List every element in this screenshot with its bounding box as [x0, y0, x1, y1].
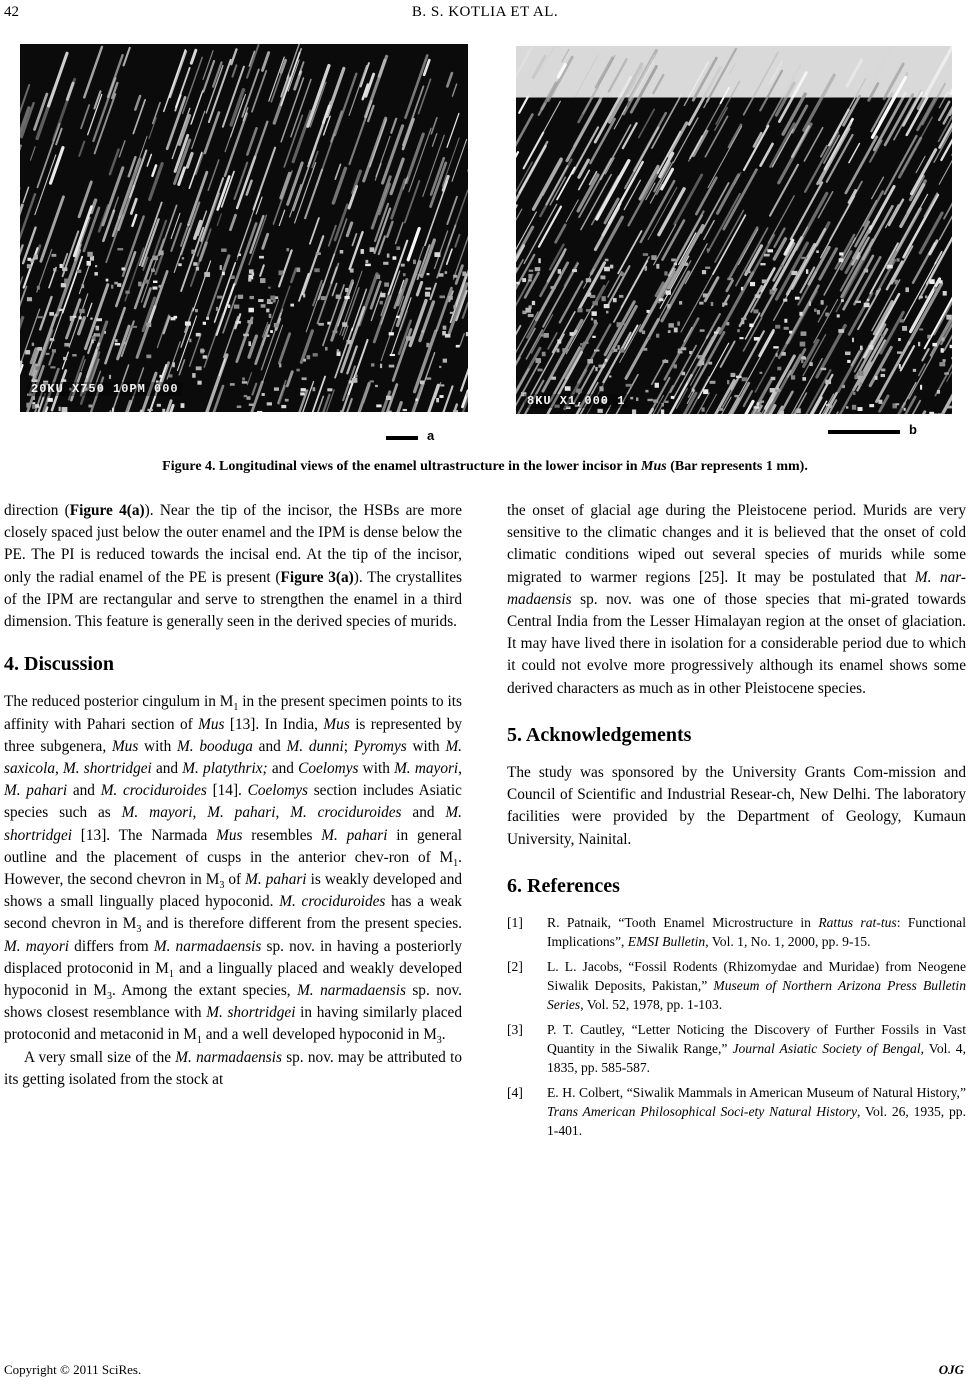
scale-bar-a	[386, 436, 418, 440]
reference-source: Journal Asiatic Society of Bengal	[732, 1041, 921, 1057]
reference-text: L. L. Jacobs, “Fossil Rodents (Rhizomydae and Muridae) from Neogene Siwalik Deposits, Pakistan,”	[547, 959, 966, 994]
page-number: 42	[4, 4, 19, 20]
scale-bar-b	[828, 430, 900, 434]
reference-source: Museum of Northern Arizona Press Bulletin Series	[547, 978, 966, 1013]
reference-source: EMSI Bulletin	[627, 934, 706, 950]
reference-source: Rattus rat-tus	[818, 915, 897, 931]
discussion-paragraph-2: A very small size of the M. narmadaensis sp. nov. may be attributed to its getting isolated from the stock at	[4, 1048, 462, 1088]
reference-text: P. T. Cautley, “Letter Noticing the Discovery of Further Fossils in Vast Quantity in the Siwalik Range,”	[547, 1022, 966, 1057]
section-heading-acknowledgements: 5. Acknowledgements	[507, 723, 692, 746]
reference-item	[507, 1083, 966, 1140]
right-column	[507, 500, 966, 1146]
reference-text: R. Patnaik, “Tooth Enamel Microstructure in	[547, 915, 819, 931]
panel-label-b: b	[909, 422, 917, 437]
reference-number: [4]	[507, 1085, 523, 1101]
reference-list	[507, 913, 966, 1140]
figure-ref-link[interactable]: Figure 4(a)	[69, 502, 145, 519]
section-heading-discussion: 4. Discussion	[4, 653, 115, 676]
discussion-paragraph-3: the onset of glacial age during the Pleistocene period. Murids are very sensitive to the climatic changes and it is believed that the onset of cold climatic conditions wiped out several species of murids while some migrated to warmer regions [25]. It may be postulated that M. nar-madaensis sp. nov. was one of those species that mi-grated towards Central India from the Lesser Himalayan region at the onset of glaciation. It may have lived there in isolation for a considerable period due to which it could not evolve more progressively although its enamel shows some derived characters as much as in other Pleistocene species.	[507, 502, 966, 697]
figure-ref-link[interactable]: Figure 3(a)	[280, 568, 354, 586]
reference-text: , Vol. 4, 1835, pp. 585-587.	[547, 1041, 966, 1076]
results-paragraph: direction (Figure 4(a)). Near the tip of the incisor, the HSBs are more closely spaced just below the outer enamel and the IPM is dense below the PE. The PI is reduced towards the incisal end. At the tip of the incisor, only the radial enamel of the PE is present (Figure 3(a)). The crystallites of the IPM are rectangular and serve to strengthen the enamel in a third dimension. This feature is generally seen in the derived species of murids.	[4, 502, 462, 631]
reference-number: [3]	[507, 1022, 523, 1038]
discussion-paragraph-1: The reduced posterior cingulum in $M_1$ in the present specimen points to its affinity with Pahari section of Mus [13]. In India, Mus is represented by three subgenera, Mus with M. booduga and M. dunni; Pyromys with M. saxicola, M. shortridgei and M. platythrix; and Coelomys with M. mayori, M. pahari and M. crociduroides [14]. Coelomys section includes Asiatic species such as M. mayori, M. pahari, M. crociduroides and M. shortridgei [13]. The Narmada Mus resembles M. pahari in general outline and the placement of cusps in the anterior chev-ron of $M_1$. However, the second chevron in $M_3$ of M. pahari is weakly developed and shows a small lingually placed hypoconid. M. crociduroides has a weak second chevron in $M_3$ and is therefore different from the present species. M. mayori differs from M. narmadaensis sp. nov. in having a posteriorly displaced protoconid in $M_1$ and a lingually placed and weakly developed hypoconid in $M_3$. Among the extant species, M. narmadaensis sp. nov. shows closest resemblance with M. shortridgei in having similarly placed protoconid and metaconid in $M_1$ and a well developed hypoconid in $M_3$.	[4, 693, 463, 1047]
reference-item	[507, 1020, 966, 1077]
micron-bar-a: 20KU X750 10PM 000	[28, 382, 182, 396]
left-column	[4, 500, 462, 1091]
acknowledgements-paragraph: The study was sponsored by the University Grants Com-mission and Council of Scientific and Industrial Resear-ch, New Delhi. The laboratory facilities were provided by the Department of Geology, Kumaun University, Nainital.	[507, 764, 966, 848]
running-head: B. S. KOTLIA ET AL.	[411, 4, 559, 20]
copyright-notice: Copyright © 2011 SciRes.	[4, 1362, 142, 1377]
reference-text: E. H. Colbert, “Siwalik Mammals in American Museum of Natural History,”	[547, 1085, 966, 1101]
reference-text: : Functional Implications”,	[547, 915, 966, 950]
reference-number: [1]	[507, 915, 523, 931]
journal-abbreviation: OJG	[938, 1362, 964, 1377]
figure-caption: Figure 4. Longitudinal views of the enamel ultrastructure in the lower incisor in Mus (Bar represents 1 mm).	[162, 459, 808, 474]
reference-item	[507, 913, 966, 951]
reference-text: , Vol. 52, 1978, pp. 1-103.	[580, 997, 723, 1013]
section-heading-references: 6. References	[507, 874, 620, 897]
reference-text: , Vol. 1, No. 1, 2000, pp. 9-15.	[705, 934, 871, 950]
micron-bar-b: 8KU X1,000 1	[524, 394, 628, 408]
reference-number: [2]	[507, 959, 523, 975]
reference-source: Trans American Philosophical Soci-ety Natural History	[547, 1104, 858, 1120]
sem-micrograph-b	[516, 46, 952, 414]
sem-micrograph-a	[20, 44, 468, 412]
reference-text: , Vol. 26, 1935, pp. 1-401.	[547, 1104, 967, 1139]
reference-item	[507, 957, 966, 1014]
panel-label-a: a	[427, 428, 435, 443]
